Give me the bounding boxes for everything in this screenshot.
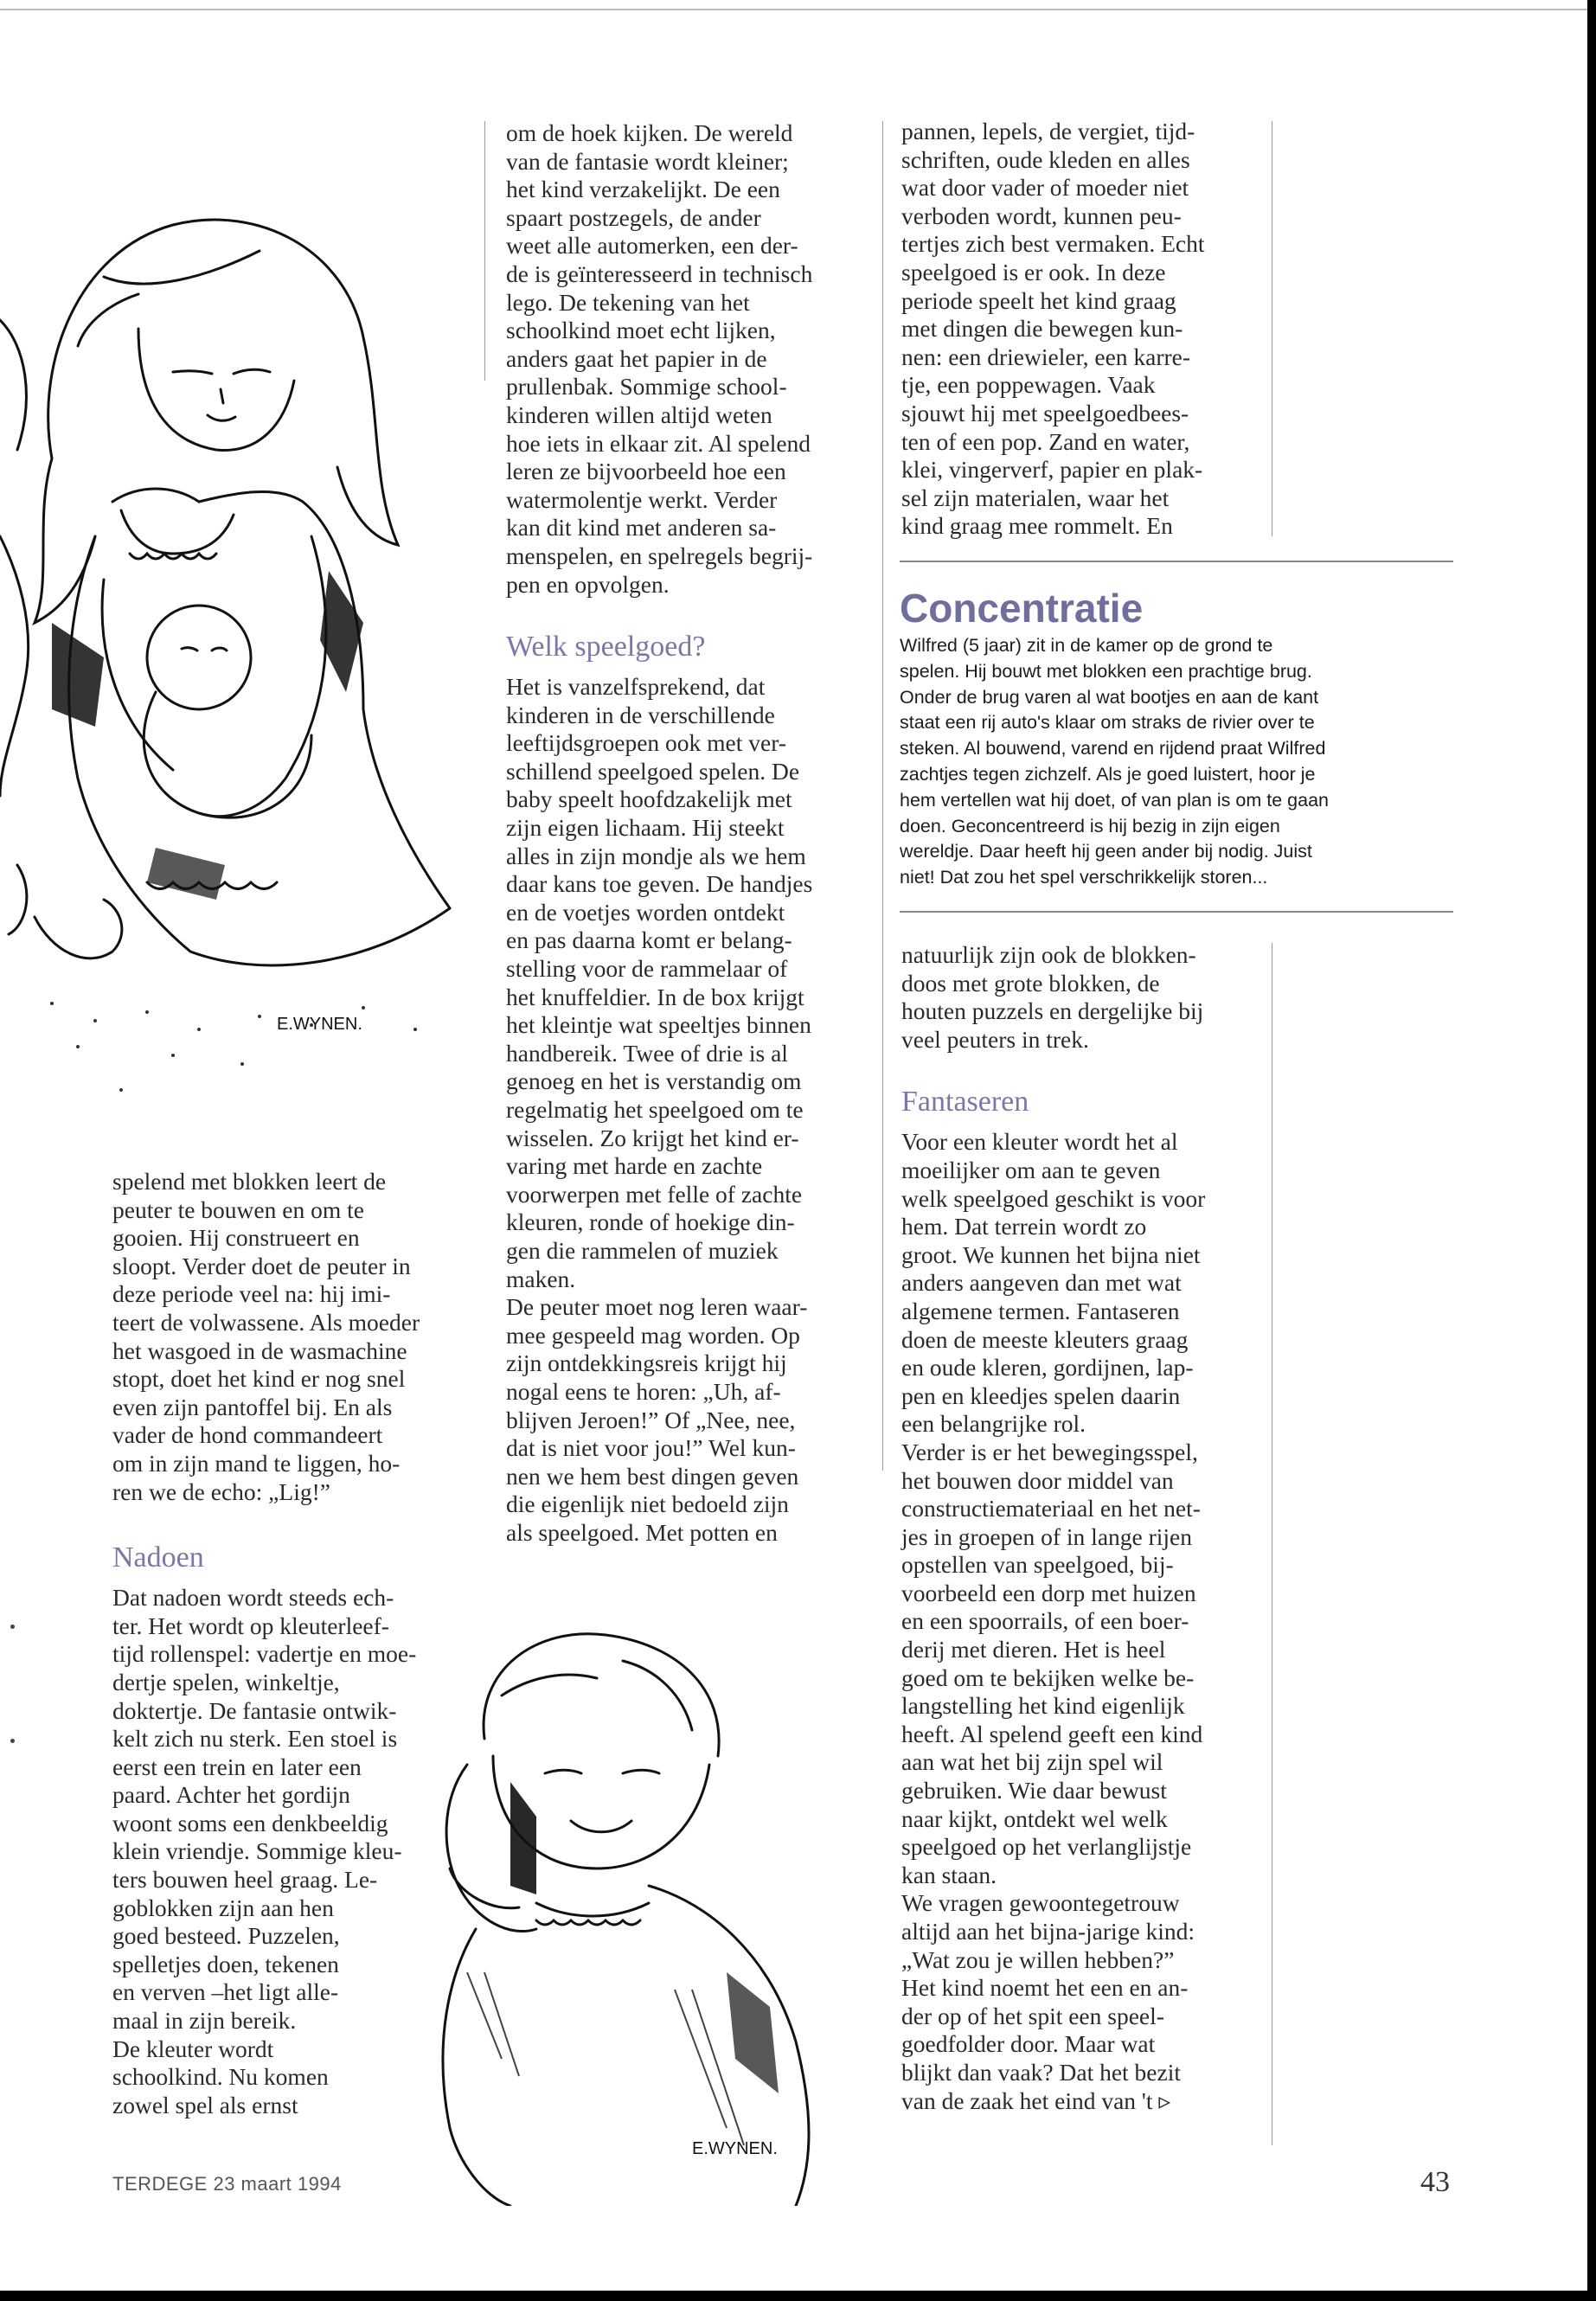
col2-paragraph-1: om de hoek kijken. De wereld van de fantasie wordt kleiner; het kind verzakelijkt. De een spaart postzegels, de ander weet alle automerken, een der- de is geïnteresseerd in technisch lego. De tekening van het schoolkind moet echt lijken, anders gaat het papier in de prullenbak. Sommige school- kinderen willen altijd weten hoe iets in elkaar zit. Al spelend leren ze bijvoorbeeld hoe een watermolentje werkt. Verder kan dit kind met anderen sa- menspelen, en spelregels begrij- pen en opvolgen.: [506, 119, 813, 598]
boy-illustration-signature: E.WYNEN.: [692, 2139, 778, 2158]
box-bottom-rule: [900, 911, 1453, 913]
box-heading-concentratie: Concentratie: [900, 586, 1144, 631]
col3-paragraph-3: Voor een kleuter wordt het al moeilijker om aan te geven welk speelgoed geschikt is voor hem. Dat terrein wordt zo groot. We kunnen het bijna niet anders aangeven dan met wat algemene termen. Fantaseren doen de meeste kleuters graag en oude kleren, gordijnen, lap- pen en kleedjes spelen daarin een belangrijke rol. Verder is er het bewegingsspel, het bouwen door middel van constructiemateriaal en het net- jes in groepen of in lange rijen opstellen van speelgoed, bij- voorbeeld een dorp met huizen en een spoorrails, of een boer- derij met dieren. Het is heel goed om te bekijken welke be- langstelling het kind eigenlijk heeft. Al spelend geeft een kind aan wat het bij zijn spel wil gebruiken. Wie daar bewust naar kijkt, ontdekt wel welk speelgoed op het verlanglijstje kan staan. We vragen gewoontegetrouw altijd aan het bijna-jarige kind: „Wat zou je willen hebben?” Het kind noemt het een en an- der op of het spit een speel- goedfolder door. Maar wat blijkt dan vaak? Dat het bezit van de zaak het eind van 't ▹: [901, 1128, 1206, 2114]
column-2: [506, 119, 878, 1548]
heading-fantaseren: Fantaseren: [901, 1086, 1029, 1118]
footer-publication: TERDEGE 23 maart 1994: [112, 2173, 342, 2195]
box-top-rule: [900, 561, 1453, 562]
column-3-top: [901, 118, 1273, 541]
column-divider-1: [484, 121, 485, 381]
margin-mark: [10, 1625, 15, 1629]
box-text: Wilfred (5 jaar) zit in de kamer op de grond te spelen. Hij bouwt met blokken een prachtige brug. Onder de brug varen al wat bootjes en aan de kant staat een rij auto's klaar om straks de rivier over te steken. Al bouwend, varend en rijdend praat Wilfred zachtjes tegen zichzelf. Als je goed luistert, hoor je hem vertellen wat hij doet, of van plan is om te gaan doen. Geconcentreerd is hij bezig in zijn eigen wereldje. Daar heeft hij geen ander bij nodig. Juist niet! Dat zou het spel verschrikkelijk storen...: [900, 635, 1329, 888]
column-divider-2: [882, 121, 883, 1471]
heading-welk-speelgoed: Welk speelgoed?: [506, 631, 706, 663]
column-3-bottom: [901, 941, 1273, 2115]
col2-paragraph-2: Het is vanzelfsprekend, dat kinderen in de verschillende leeftijdsgroepen ook met ver- schillend speelgoed spelen. De baby speelt hoofdzakelijk met zijn eigen lichaam. Hij steekt alles in zijn mondje als we hem daar kans toe geven. De handjes en de voetjes worden ontdekt en pas daarna komt er belang- stelling voor de rammelaar of het knuffeldier. In de box krijgt het kleintje wat speeltjes binnen handbereik. Twee of drie is al genoeg en het is verstandig om regelmatig het speelgoed om te wisselen. Zo krijgt het kind er- varing met harde en zachte voorwerpen met felle of zachte kleuren, ronde of hoekige din- gen die rammelen of muziek maken. De peuter moet nog leren waar- mee gespeeld mag worden. Op zijn ontdekkingsreis krijgt hij nogal eens te horen: „Uh, af- blijven Jeroen!” Of „Nee, nee, dat is niet voor jou!” Wel kun- nen we hem best dingen geven die eigenlijk niet bedoeld zijn als speelgoed. Met potten en: [506, 673, 813, 1546]
page-number: 43: [1420, 2166, 1450, 2198]
bottom-scan-edge: [0, 2291, 1596, 2301]
top-border: [0, 9, 1587, 10]
col3-paragraph-2: natuurlijk zijn ook de blokken- doos met grote blokken, de houten puzzels en dergelijke bij veel peuters in trek.: [901, 941, 1204, 1053]
girl-illustration-signature: E.WYNEN.: [277, 1015, 362, 1034]
col1-paragraph-2: Dat nadoen wordt steeds ech- ter. Het wordt op kleuterleef- tijd rollenspel: vadertje en moe- dertje spelen, winkeltje, doktertje. De fantasie ontwik- kelt zich nu sterk. Een stoel is eerst een trein en later een paard. Achter het gordijn woont soms een denkbeeldig klein vriendje. Sommige kleu- ters bouwen heel graag. Le- goblokken zijn aan hen goed besteed. Puzzelen, spelletjes doen, tekenen en verven –het ligt alle- maal in zijn bereik. De kleuter wordt schoolkind. Nu komen zowel spel als ernst: [112, 1584, 417, 2118]
girl-with-doll-illustration: [0, 173, 484, 1116]
col3-paragraph-1: pannen, lepels, de vergiet, tijd- schriften, oude kleden en alles wat door vader of moeder niet verboden wordt, kunnen peu- tertjes zich best vermaken. Echt speelgoed is er ook. In deze periode speelt het kind graag met dingen die bewegen kun- nen: een driewieler, een karre- tje, een poppewagen. Vaak sjouwt hij met speelgoedbees- ten of een pop. Zand en water, klei, vingerverf, papier en plak- sel zijn materialen, waar het kind graag mee rommelt. En: [901, 118, 1205, 540]
heading-nadoen: Nadoen: [112, 1541, 204, 1574]
column-1: [112, 1168, 493, 2119]
margin-mark: [10, 1739, 15, 1743]
right-scan-edge: [1587, 0, 1596, 2301]
col1-paragraph-1: spelend met blokken leert de peuter te bouwen en om te gooien. Hij construeert en sloopt. Verder doet de peuter in deze periode veel na: hij imi- teert de volwassene. Als moeder het wasgoed in de wasmachine stopt, doet het kind er nog snel even zijn pantoffel bij. En als vader de hond commandeert om in zijn mand te liggen, ho- ren we de echo: „Lig!”: [112, 1168, 420, 1505]
